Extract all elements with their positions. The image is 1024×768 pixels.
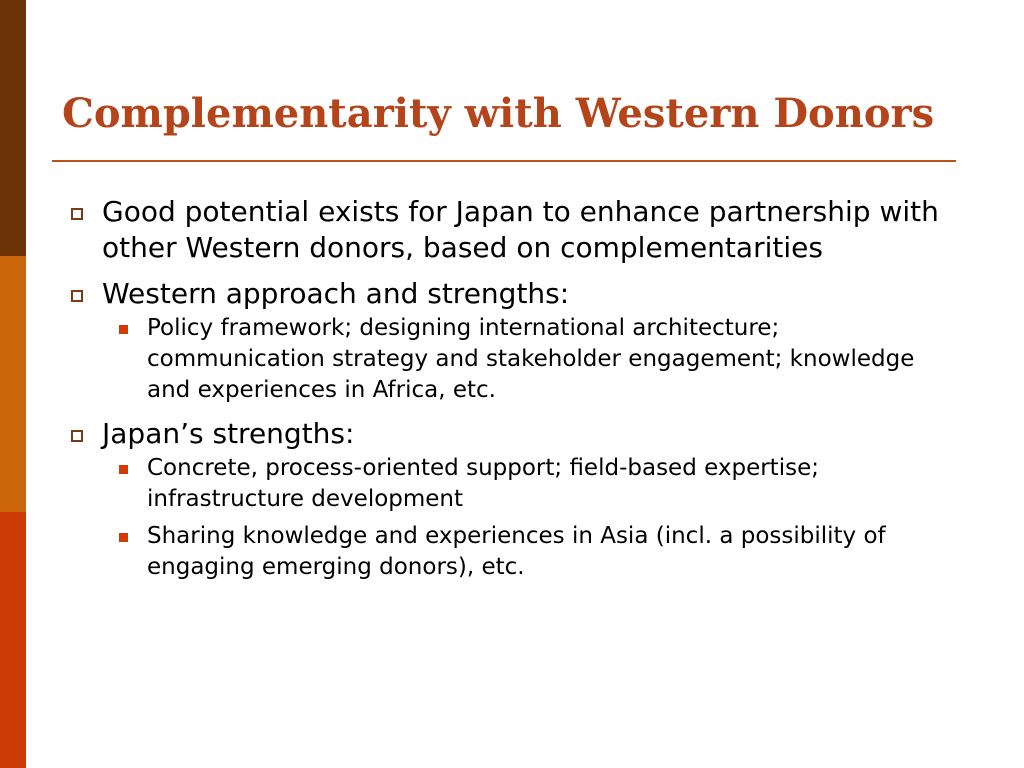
bullet-item	[64, 276, 964, 406]
hollow-square-bullet-icon	[71, 208, 83, 220]
filled-square-bullet-icon	[119, 325, 128, 334]
title-underline	[52, 160, 956, 162]
decorative-side-bar	[0, 0, 26, 768]
bullet-text: Japan’s strengths:	[102, 417, 355, 450]
hollow-square-bullet-icon	[71, 430, 83, 442]
filled-square-bullet-icon	[119, 533, 128, 542]
side-bar-segment-bottom	[0, 512, 26, 768]
bullet-list	[64, 194, 964, 593]
sub-bullet-text: Concrete, process-oriented support; field-based expertise; infrastructure development	[147, 455, 819, 512]
sub-bullet-list	[102, 453, 964, 583]
sub-bullet-list	[102, 313, 964, 406]
bullet-text: Good potential exists for Japan to enhance partnership with other Western donors, based on complementarities	[102, 195, 939, 264]
filled-square-bullet-icon	[119, 465, 128, 474]
slide-title: Complementarity with Western Donors	[62, 90, 935, 137]
side-bar-segment-top	[0, 0, 26, 256]
side-bar-segment-middle	[0, 256, 26, 512]
sub-bullet-item	[102, 521, 964, 583]
sub-bullet-item	[102, 313, 964, 406]
bullet-item	[64, 194, 964, 266]
bullet-item	[64, 416, 964, 583]
bullet-text: Western approach and strengths:	[102, 277, 570, 310]
hollow-square-bullet-icon	[71, 290, 83, 302]
sub-bullet-item	[102, 453, 964, 515]
sub-bullet-text: Sharing knowledge and experiences in Asia (incl. a possibility of engaging emerging donors), etc.	[147, 523, 886, 580]
sub-bullet-text: Policy framework; designing international architecture; communication strategy and stakeholder engagement; knowledge and experiences in Africa, etc.	[147, 315, 915, 403]
